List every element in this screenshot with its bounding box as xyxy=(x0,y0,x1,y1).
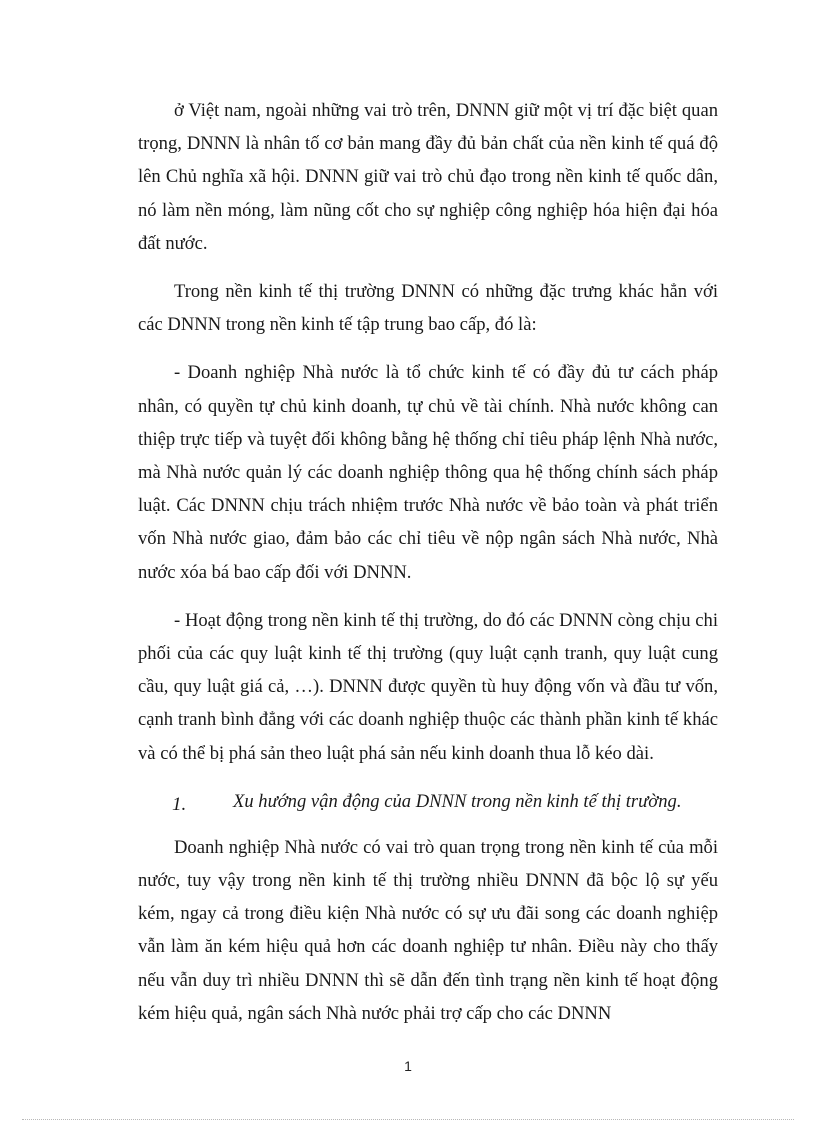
page-body xyxy=(138,94,718,1045)
page-number: 1 xyxy=(404,1058,412,1074)
paragraph-vietnam-role: ở Việt nam, ngoài những vai trò trên, DNNN giữ một vị trí đặc biệt quan trọng, DNNN là nhân tố cơ bản mang đầy đủ bản chất của nền kinh tế quá độ lên Chủ nghĩa xã hội. DNNN giữ vai trò chủ đạo trong nền kinh tế quốc dân, nó làm nền móng, làm nũng cốt cho sự nghiệp công nghiệp hóa hiện đại hóa đất nước. xyxy=(138,100,718,254)
section-number: 1. xyxy=(172,793,187,815)
paragraph-state-enterprise-trend: Doanh nghiệp Nhà nước có vai trò quan trọng trong nền kinh tế của mỗi nước, tuy vậy trong nền kinh tế thị trường nhiều DNNN đã bộc lộ sự yếu kém, ngay cả trong điều kiện Nhà nước có sự ưu đãi song các doanh nghiệp vẫn làm ăn kém hiệu quả hơn các doanh nghiệp tư nhân. Điều này cho thấy nếu vẫn duy trì nhiều DNNN thì sẽ dẫn đến tình trạng nền kinh tế hoạt động kém hiệu quả, ngân sách Nhà nước phải trợ cấp cho các DNNN xyxy=(138,836,718,1024)
paragraph-market-operation: - Hoạt động trong nền kinh tế thị trường, do đó các DNNN còng chịu chi phối của các quy luật kinh tế thị trường (quy luật cạnh tranh, quy luật cung cầu, quy luật giá cả, …). DNNN được quyền tù huy động vốn và đầu tư vốn, cạnh tranh bình đẳng với các doanh nghiệp thuộc các thành phần kinh tế khác và có thể bị phá sản theo luật phá sản nếu kinh doanh thua lỗ kéo dài. xyxy=(138,609,718,764)
section-heading xyxy=(138,785,718,818)
page-bottom-divider xyxy=(22,1119,794,1120)
section-title: Xu hướng vận động của DNNN trong nền kinh tế thị trường. xyxy=(233,790,682,812)
paragraph-market-characteristics: Trong nền kinh tế thị trường DNNN có những đặc trưng khác hẳn với các DNNN trong nền kinh tế tập trung bao cấp, đó là: xyxy=(138,281,718,336)
paragraph-legal-entity: - Doanh nghiệp Nhà nước là tổ chức kinh tế có đầy đủ tư cách pháp nhân, có quyền tự chủ kinh doanh, tự chủ về tài chính. Nhà nước không can thiệp trực tiếp và tuyệt đối không bằng hệ thống chỉ tiêu pháp lệnh Nhà nước, mà Nhà nước quản lý các doanh nghiệp thông qua hệ thống chính sách pháp luật. Các DNNN chịu trách nhiệm trước Nhà nước về bảo toàn và phát triển vốn Nhà nước giao, đảm bảo các chỉ tiêu về nộp ngân sách Nhà nước, Nhà nước xóa bá bao cấp đối với DNNN. xyxy=(138,362,718,583)
